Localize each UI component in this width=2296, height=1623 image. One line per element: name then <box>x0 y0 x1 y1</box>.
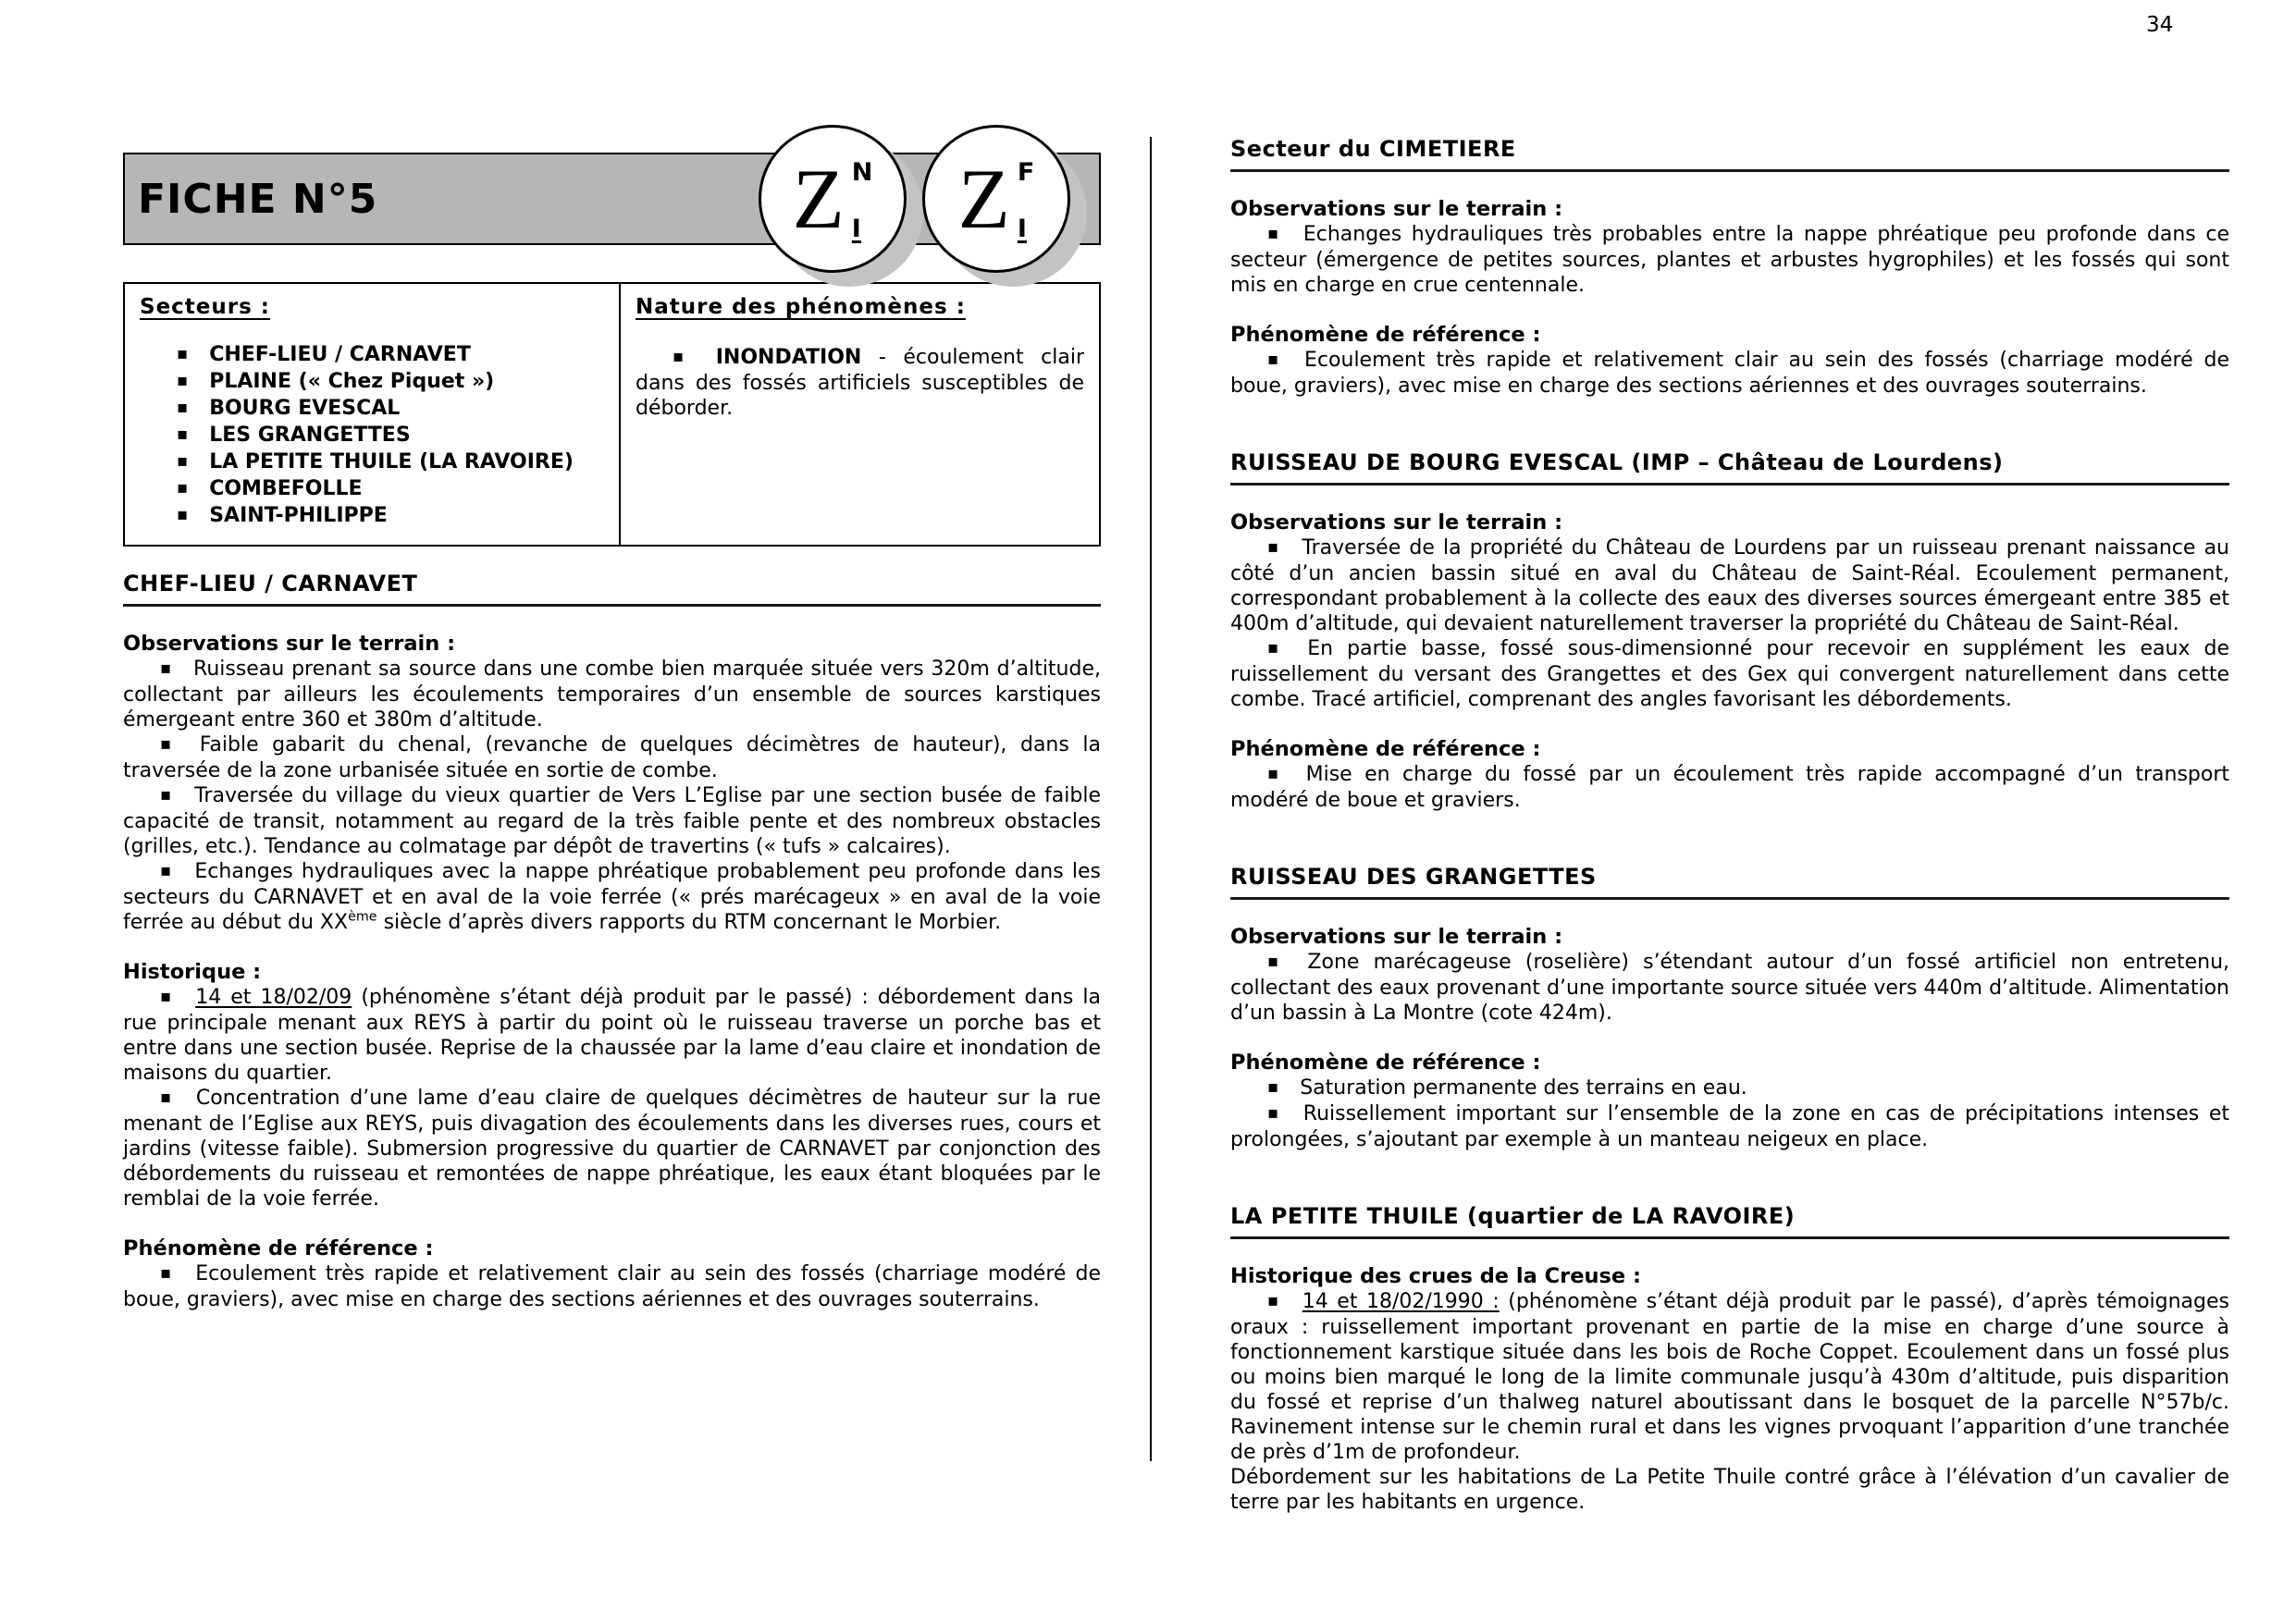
bullet-icon: ▪ <box>1267 638 1287 658</box>
nature-desc: - écoulement clair dans des fossés artificiels susceptibles de déborder. <box>636 346 1084 420</box>
nature-paragraph <box>636 345 1084 421</box>
sector-item-label: LA PETITE THUILE (LA RAVOIRE) <box>209 450 574 473</box>
right-column <box>1230 137 2229 1515</box>
zone-badge-zf <box>922 125 1070 273</box>
bullet-icon: ▪ <box>177 371 189 390</box>
bullet-icon: ▪ <box>1267 537 1281 557</box>
bullet-icon: ▪ <box>160 1088 175 1107</box>
bullet-icon: ▪ <box>177 424 189 444</box>
historique-label: Historique des crues de la Creuse : <box>1230 1264 1642 1288</box>
observations-label: Observations sur le terrain : <box>123 632 456 656</box>
bullet-icon: ▪ <box>673 347 695 366</box>
paragraph-text: Ecoulement très rapide et relativement clair au sein des fossés (charriage modéré de boue, graviers), avec mise en charge des sections aériennes et des ouvrages souterrains. <box>1230 349 2229 398</box>
sector-item-label: LES GRANGETTES <box>209 424 411 447</box>
sector-item-label: SAINT-PHILIPPE <box>209 504 388 527</box>
phenomene-label: Phénomène de référence : <box>123 1236 434 1260</box>
bullet-icon: ▪ <box>1267 1291 1281 1310</box>
phenomene-label: Phénomène de référence : <box>1230 323 1541 347</box>
bullet-paragraph <box>1230 636 2229 712</box>
summary-table <box>123 282 1101 547</box>
bullet-paragraph <box>123 732 1101 783</box>
bullet-icon: ▪ <box>160 987 175 1006</box>
bullet-icon: ▪ <box>1267 224 1282 243</box>
phenomene-label: Phénomène de référence : <box>1230 1051 1541 1075</box>
sector-item <box>140 423 604 449</box>
paragraph-text: (phénomène s’étant déjà produit par le passé) : débordement dans la rue principale menant aux REYS à partir du point où le ruisseau traverse un porche bas et entre dans une section busée. Reprise de la chaussée par la lame d’eau claire et inondation de maisons du quartier. <box>123 986 1102 1085</box>
sector-item-label: PLAINE (« Chez Piquet ») <box>209 370 495 393</box>
bullet-paragraph <box>1230 1076 2229 1101</box>
bullet-icon: ▪ <box>1267 1077 1279 1097</box>
section-heading-chef-lieu: CHEF-LIEU / CARNAVET <box>123 572 1101 607</box>
bullet-paragraph <box>1230 535 2229 636</box>
paragraph-text: Zone marécageuse (roselière) s’étendant autour d’un fossé artificiel non entretenu, collectant des eaux provenant d’une importante source située vers 440m d’altitude. Alimentation d’un bassin à La Montre (cote 424m). <box>1230 951 2230 1025</box>
paragraph-text: Faible gabarit du chenal, (revanche de quelques décimètres de hauteur), dans la traversée de la zone urbanisée située en sortie de combe. <box>123 733 1101 782</box>
bullet-paragraph <box>123 1086 1101 1211</box>
bullet-icon: ▪ <box>1267 952 1287 971</box>
bullet-icon: ▪ <box>1267 350 1284 369</box>
sector-item-label: COMBEFOLLE <box>209 477 363 500</box>
historique-label: Historique : <box>123 960 262 984</box>
bullet-icon: ▪ <box>1267 764 1285 783</box>
bullet-paragraph <box>1230 762 2229 813</box>
sector-item <box>140 449 604 476</box>
closing-paragraph: Débordement sur les habitations de La Petite Thuile contré grâce à l’élévation d’un cavalier de terre par les habitants en urgence. <box>1230 1466 2229 1514</box>
bullet-paragraph <box>1230 222 2229 298</box>
badge-stack <box>1018 156 1034 241</box>
paragraph-text: Ecoulement très rapide et relativement clair au sein des fossés (charriage modéré de boue, graviers), avec mise en charge des sections aériennes et des ouvrages souterrains. <box>123 1262 1101 1311</box>
bullet-icon: ▪ <box>177 505 189 524</box>
badge-superscript: N <box>851 158 873 187</box>
bullet-icon: ▪ <box>160 861 174 880</box>
paragraph-text: Saturation permanente des terrains en eau. <box>1300 1076 1747 1100</box>
bullet-icon: ▪ <box>160 734 179 754</box>
zone-badge-zn <box>759 125 907 273</box>
paragraph-text: Echanges hydrauliques très probables entre la nappe phréatique peu profonde dans ce secteur (émergence de petites sources, plantes et arbustes hygrophiles) et les fossés qui sont mis en charge en crue centennale. <box>1230 223 2229 297</box>
sector-item-label: CHEF-LIEU / CARNAVET <box>209 343 471 366</box>
bullet-icon: ▪ <box>177 398 189 417</box>
badge-z-glyph: Z <box>792 151 845 246</box>
bullet-paragraph <box>123 1261 1101 1312</box>
superscript-text: ème <box>348 909 377 925</box>
sector-item <box>140 396 604 423</box>
sector-item-label: BOURG EVESCAL <box>209 397 401 420</box>
section-heading-cimetiere: Secteur du CIMETIERE <box>1230 137 2229 172</box>
left-column <box>123 153 1101 1312</box>
paragraph-text: Echanges hydrauliques avec la nappe phréatique probablement peu profonde dans les secteurs du CARNAVET et en aval de la voie ferrée (« prés marécageux » en aval de la voie ferrée au début du XX <box>123 860 1102 934</box>
paragraph-text: En partie basse, fossé sous-dimensionné pour recevoir en supplément les eaux de ruissellement du versant des Grangettes et des Gex qui convergent naturellement dans cette combe. Tracé artificiel, comprenant des angles favorisant les débordements. <box>1230 637 2230 711</box>
paragraph-text: siècle d’après divers rapports du RTM concernant le Morbier. <box>376 911 1002 934</box>
sectors-list <box>140 342 604 530</box>
observations-label: Observations sur le terrain : <box>1230 197 1563 221</box>
paragraph-text: Ruisseau prenant sa source dans une combe bien marquée située vers 320m d’altitude, collectant par ailleurs les écoulements temporaires d’un ensemble de sources karstiques émergeant entre 360 et 380m d’altitude. <box>123 658 1101 732</box>
column-divider <box>1150 137 1152 1461</box>
sector-item <box>140 342 604 369</box>
bullet-paragraph <box>1230 348 2229 399</box>
paragraph-text: Mise en charge du fossé par un écoulement très rapide accompagné d’un transport modéré de boue et graviers. <box>1230 763 2229 812</box>
sector-item <box>140 503 604 530</box>
bullet-icon: ▪ <box>1267 1103 1282 1123</box>
sectors-heading: Secteurs : <box>140 295 271 319</box>
page-number: 34 <box>2146 13 2174 37</box>
nature-heading: Nature des phénomènes : <box>636 295 966 319</box>
sectors-cell <box>125 284 621 545</box>
paragraph-text: Traversée du village du vieux quartier de Vers L’Eglise par une section busée de faible capacité de transit, notamment au regard de la très faible pente et des nombreux obstacles (grilles, etc.). Tendance au colmatage par dépôt de travertins (« tufs » calcaires). <box>123 784 1101 858</box>
bullet-paragraph <box>1230 1289 2229 1465</box>
badge-superscript: F <box>1017 158 1035 187</box>
nature-term: INONDATION <box>715 346 862 369</box>
underlined-date: 14 et 18/02/09 <box>195 986 352 1009</box>
bullet-icon: ▪ <box>160 1263 175 1283</box>
paragraph-text: (phénomène s’étant déjà produit par le passé), d’après témoignages oraux : ruissellement important provenant en partie de la mise en charge d’une source à fonctionnement karstique située dans les bois de Roche Coppet. Ecoulement dans un fossé plus ou moins bien marqué le long de la limite communale jusqu’à 430m d’altitude, puis disparition du fossé et reprise d’un thalweg naturel aboutissant dans le bosquet de la parcelle N°57b/c. Ravinement intense sur le chemin rural et dans les vignes prvoquant l’apparition d’une tranchée de près d’1m de profondeur. <box>1230 1290 2229 1464</box>
bullet-paragraph <box>1230 1101 2229 1152</box>
nature-cell <box>621 284 1099 545</box>
paragraph-text: Traversée de la propriété du Château de Lourdens par un ruisseau prenant naissance au côté d’un ancien bassin situé en aval du Château de Saint-Réal. Ecoulement permanent, correspondant probablement à la collecte des eaux des diverses sources émergeant entre 385 et 400m d’altitude, qui devaient naturellement traverser la propriété du Château de Saint-Réal. <box>1230 536 2229 635</box>
bullet-paragraph <box>123 783 1101 859</box>
sector-item <box>140 476 604 503</box>
underlined-date: 14 et 18/02/1990 : <box>1302 1290 1500 1313</box>
badge-subscript: I <box>851 215 861 243</box>
badge-z-glyph: Z <box>957 151 1010 246</box>
bullet-paragraph <box>123 859 1101 935</box>
bullet-paragraph <box>123 985 1101 1086</box>
bullet-paragraph <box>123 657 1101 732</box>
section-heading-petite-thuile: LA PETITE THUILE (quartier de LA RAVOIRE) <box>1230 1204 2229 1239</box>
section-heading-grangettes: RUISSEAU DES GRANGETTES <box>1230 865 2229 900</box>
bullet-icon: ▪ <box>160 785 174 805</box>
badge-stack <box>852 156 873 241</box>
observations-label: Observations sur le terrain : <box>1230 510 1563 535</box>
fiche-title: FICHE N°5 <box>138 175 378 223</box>
observations-label: Observations sur le terrain : <box>1230 925 1563 949</box>
phenomene-label: Phénomène de référence : <box>1230 737 1541 761</box>
bullet-icon: ▪ <box>177 451 189 471</box>
bullet-paragraph <box>1230 950 2229 1026</box>
bullet-icon: ▪ <box>177 478 189 498</box>
paragraph-text: Concentration d’une lame d’eau claire de quelques décimètres de hauteur sur la rue menant de l’Eglise aux REYS, puis divagation des écoulements dans les diverses rues, cours et jardins (vitesse faible). Submersion progressive du quartier de CARNAVET par conjonction des débordements du ruisseau et remontées de nappe phréatique, les eaux étant bloquées par le remblai de la voie ferrée. <box>123 1087 1101 1211</box>
paragraph-text: Ruissellement important sur l’ensemble de la zone en cas de précipitations intenses et prolongées, s’ajoutant par exemple à un manteau neigeux en place. <box>1230 1102 2229 1151</box>
sector-item <box>140 369 604 396</box>
section-heading-bourg-evescal: RUISSEAU DE BOURG EVESCAL (IMP – Château de Lourdens) <box>1230 450 2229 486</box>
bullet-icon: ▪ <box>160 658 173 678</box>
badge-subscript: I <box>1017 215 1027 243</box>
bullet-icon: ▪ <box>177 344 189 363</box>
